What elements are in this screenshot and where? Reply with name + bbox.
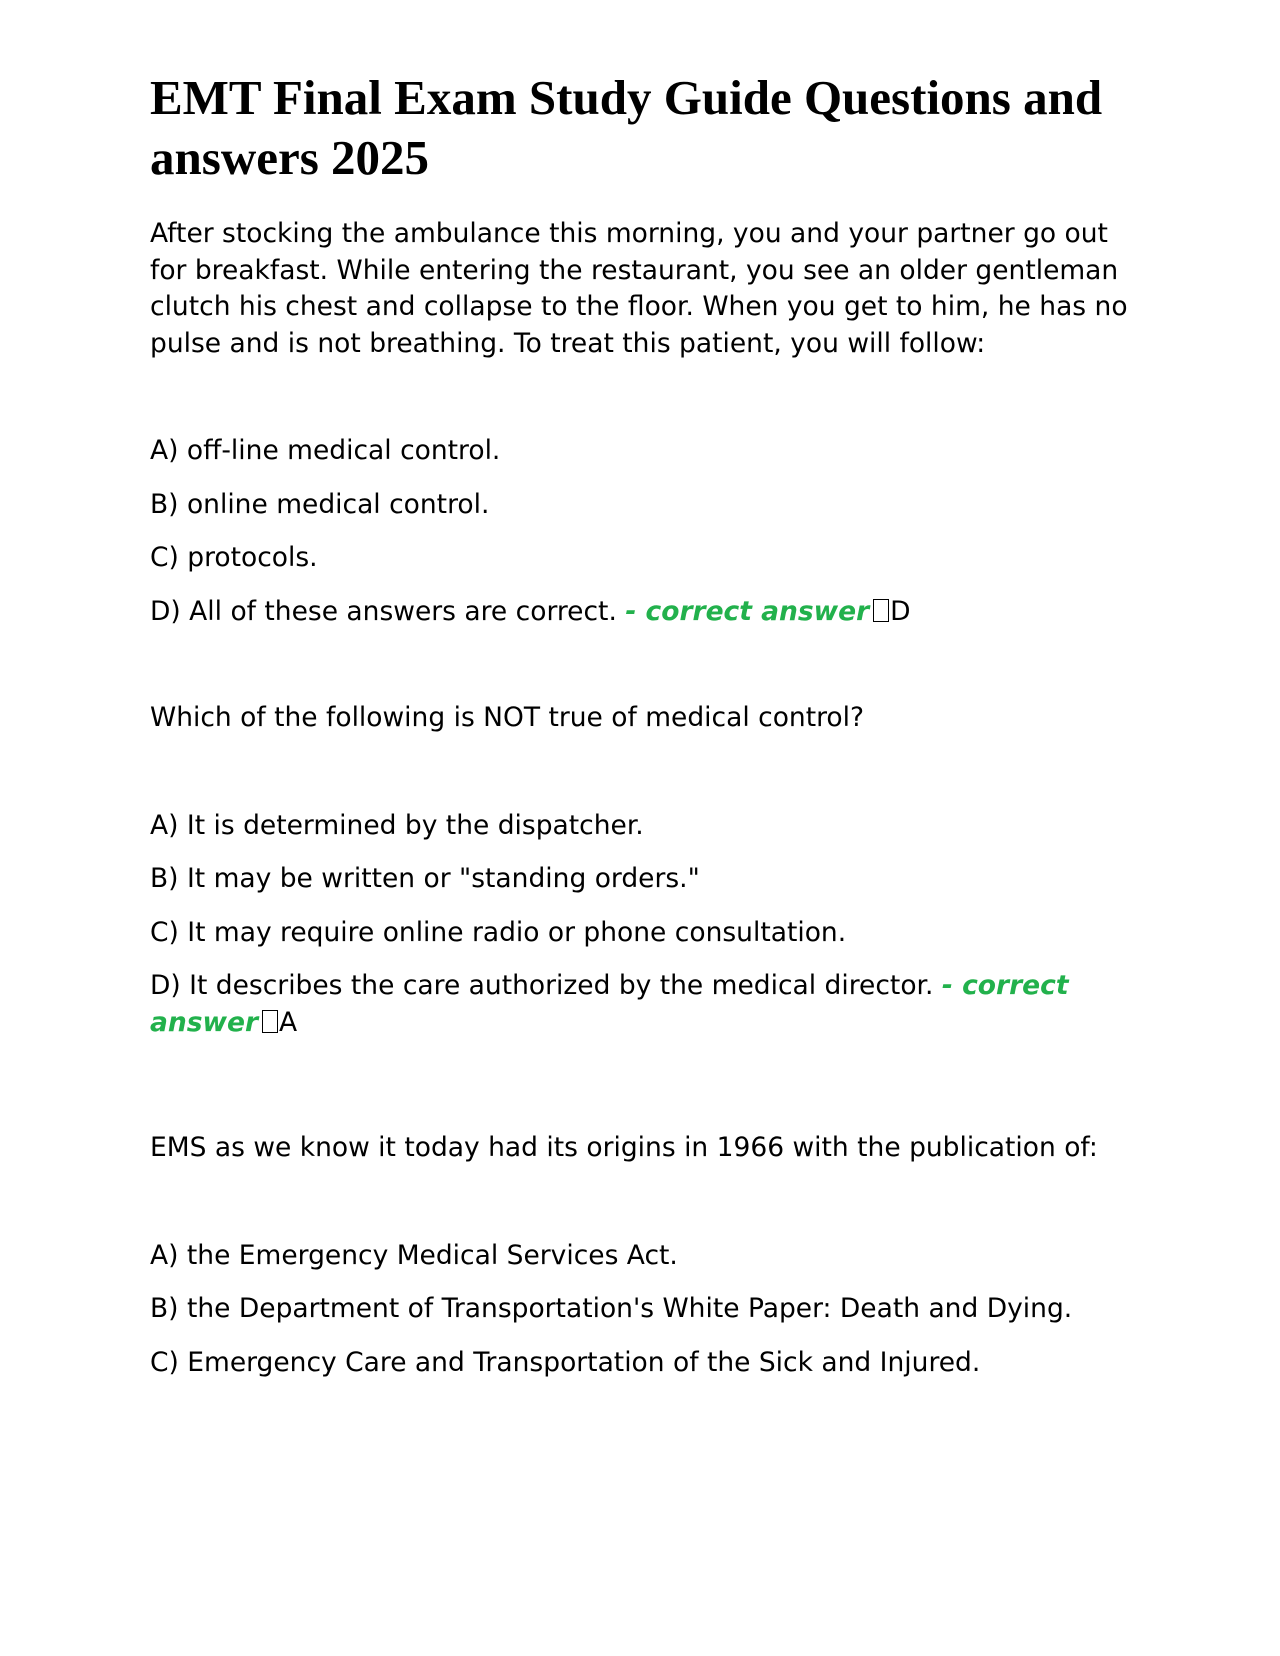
- question-1-prompt: After stocking the ambulance this morning, you and your partner go out for breakfast. While entering the restaurant, you see an older gentleman clutch his chest and collapse to the floor. When you get to him, he has no pulse and is not breathing. To treat this patient, you will follow:: [150, 218, 1128, 359]
- question-1-option-d-line: [150, 594, 1140, 631]
- question-2-answer-letter: A: [278, 1006, 298, 1038]
- question-2-correct-marker: - correct answer: [150, 970, 1069, 1038]
- question-2-option-d: D) It describes the care authorized by the medical director.: [150, 970, 934, 1001]
- missing-glyph-box-icon: [873, 599, 889, 622]
- question-1-option-b: B) online medical control.: [150, 488, 490, 520]
- question-1-option-d: D) All of these answers are correct.: [150, 595, 617, 627]
- question-2-option-b: B) It may be written or "standing orders.": [150, 863, 700, 894]
- question-3-prompt: EMS as we know it today had its origins in 1966 with the publication of:: [150, 1132, 1098, 1163]
- question-1-correct-marker: - correct answer: [625, 595, 870, 627]
- question-3-option-c: C) Emergency Care and Transportation of the Sick and Injured.: [150, 1346, 981, 1378]
- question-2-option-d-line: [150, 968, 1140, 1041]
- document-page: [150, 68, 1140, 1398]
- question-3-option-b: B) the Department of Transportation's White Paper: Death and Dying.: [150, 1293, 1073, 1324]
- question-1-answer-letter: D: [890, 595, 911, 627]
- question-2-option-a: A) It is determined by the dispatcher.: [150, 809, 644, 841]
- question-1-option-c: C) protocols.: [150, 542, 318, 573]
- document-title: EMT Final Exam Study Guide Questions and answers 2025: [150, 70, 1103, 185]
- question-3-option-a: A) the Emergency Medical Services Act.: [150, 1239, 678, 1271]
- question-2-option-c: C) It may require online radio or phone consultation.: [150, 916, 847, 948]
- question-1-option-a: A) off-line medical control.: [150, 435, 501, 466]
- missing-glyph-box-icon: [262, 1010, 278, 1033]
- question-2-prompt: Which of the following is NOT true of medical control?: [150, 702, 865, 733]
